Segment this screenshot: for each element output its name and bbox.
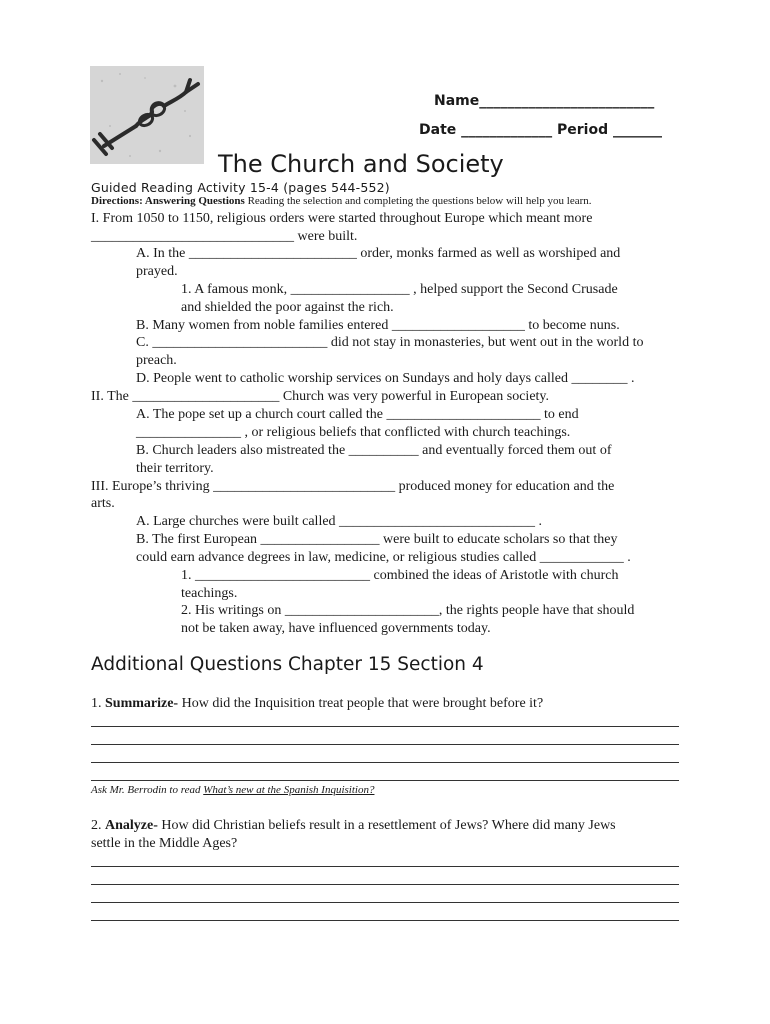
outline-line: C. _________________________ did not stay in monasteries, but went out in the world to	[136, 335, 644, 350]
question-number: 2.	[91, 818, 105, 833]
outline-line: 1. _________________________ combined the ideas of Aristotle with church	[181, 568, 619, 583]
outline-line: II. The _____________________ Church was very powerful in European society.	[91, 389, 550, 404]
question-1	[91, 695, 543, 713]
outline-line: B. Many women from noble families entered ___________________ to become nuns.	[136, 318, 620, 333]
answer-line[interactable]	[91, 866, 679, 867]
outline-line: 2. His writings on ______________________, the rights people have that should	[181, 603, 635, 618]
question-number: 1.	[91, 696, 105, 711]
answer-line[interactable]	[91, 902, 679, 903]
teacher-note-prefix: Ask Mr. Berrodin to read	[91, 784, 204, 796]
outline-line: A. The pope set up a church court called the ______________________ to end	[136, 407, 579, 422]
outline-line: prayed.	[136, 264, 178, 279]
question-2	[91, 817, 616, 835]
outline-line: A. Large churches were built called ____________________________ .	[136, 514, 543, 529]
answer-line[interactable]	[91, 920, 679, 921]
outline-line: A. In the ________________________ order, monks farmed as well as worshiped and	[136, 246, 621, 261]
outline-line: could earn advance degrees in law, medicine, or religious studies called ____________ .	[136, 550, 631, 565]
answer-line[interactable]	[91, 762, 679, 763]
outline-line: B. The first European _________________ were built to educate scholars so that they	[136, 532, 618, 547]
answer-line[interactable]	[91, 744, 679, 745]
scythe-icon	[90, 66, 204, 164]
name-field-label: Name_________________________	[434, 93, 655, 109]
outline-line: arts.	[91, 496, 115, 511]
question-label: Summarize-	[105, 696, 179, 711]
directions-label: Directions: Answering Questions	[91, 195, 245, 207]
answer-line[interactable]	[91, 726, 679, 727]
question-text: How did the Inquisition treat people that were brought before it?	[178, 696, 544, 711]
answer-line[interactable]	[91, 780, 679, 781]
outline-line: I. From 1050 to 1150, religious orders were started throughout Europe which meant more	[91, 211, 593, 226]
question-text: How did Christian beliefs result in a resettlement of Jews? Where did many Jews	[157, 818, 616, 833]
outline-line: their territory.	[136, 461, 214, 476]
question-label: Analyze-	[105, 818, 158, 833]
outline-line: teachings.	[181, 586, 238, 601]
outline-line: preach.	[136, 353, 177, 368]
page-title: The Church and Society	[218, 150, 504, 178]
question-2-continued: settle in the Middle Ages?	[91, 836, 238, 851]
directions-text: Reading the selection and completing the questions below will help you learn.	[244, 195, 592, 207]
directions	[91, 195, 592, 207]
outline-line: _____________________________ were built.	[91, 229, 358, 244]
page-subtitle: Guided Reading Activity 15-4 (pages 544-552)	[91, 180, 390, 195]
outline-line: _______________ , or religious beliefs that conflicted with church teachings.	[136, 425, 571, 440]
outline-line: D. People went to catholic worship services on Sundays and holy days called ________ .	[136, 371, 635, 386]
section-title: Additional Questions Chapter 15 Section 4	[91, 654, 484, 675]
answer-line[interactable]	[91, 884, 679, 885]
outline-line: not be taken away, have influenced governments today.	[181, 621, 491, 636]
logo-image	[90, 66, 204, 164]
outline-line: B. Church leaders also mistreated the __________ and eventually forced them out of	[136, 443, 612, 458]
date-period-field-label: Date _____________ Period _______	[419, 122, 662, 138]
teacher-note-link: What’s new at the Spanish Inquisition?	[203, 784, 375, 796]
teacher-note	[91, 784, 374, 796]
outline-line: 1. A famous monk, _________________ , helped support the Second Crusade	[181, 282, 618, 297]
outline-line: III. Europe’s thriving __________________________ produced money for education and the	[91, 479, 615, 494]
outline-line: and shielded the poor against the rich.	[181, 300, 394, 315]
